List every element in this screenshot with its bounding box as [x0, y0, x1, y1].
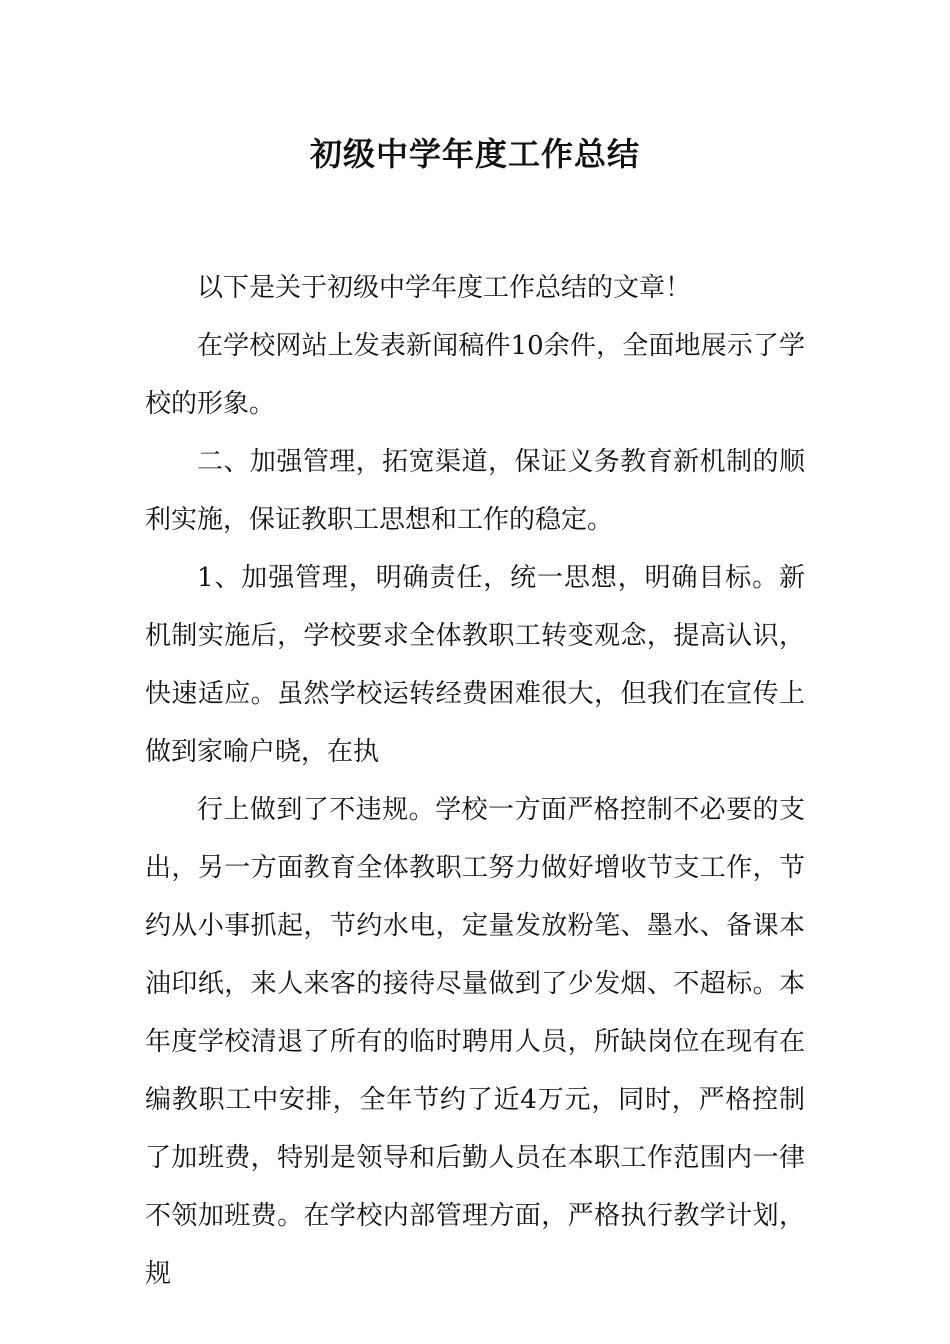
paragraph-item-one: 1、加强管理，明确责任，统一思想，明确目标。新机制实施后，学校要求全体教职工转变观念，提高认识，快速适应。虽然学校运转经费困难很大，但我们在宣传上做到家喻户晓，在执 — [145, 563, 805, 767]
paragraph-news: 在学校网站上发表新闻稿件10余件，全面地展示了学校的形象。 — [145, 331, 805, 419]
paragraph-intro: 以下是关于初级中学年度工作总结的文章！ — [197, 273, 692, 303]
paragraph-continued: 行上做到了不违规。学校一方面严格控制不必要的支出，另一方面教育全体教职工努力做好增收节支工作，节约从小事抓起，节约水电，定量发放粉笔、墨水、备课本油印纸，来人来客的接待尽量做到了少发烟、不超标。本年度学校清退了所有的临时聘用人员，所缺岗位在现有在编教职工中安排，全年节约了近4万元，同时，严格控制了加班费，特别是领导和后勤人员在本职工作范围内一律不领加班费。在学校内部管理方面，严格执行教学计划，规 — [145, 795, 805, 1289]
document-title: 初级中学年度工作总结 — [309, 135, 640, 173]
document-body — [145, 259, 805, 1303]
paragraph-section-two: 二、加强管理，拓宽渠道，保证义务教育新机制的顺利实施，保证教职工思想和工作的稳定。 — [145, 447, 805, 535]
